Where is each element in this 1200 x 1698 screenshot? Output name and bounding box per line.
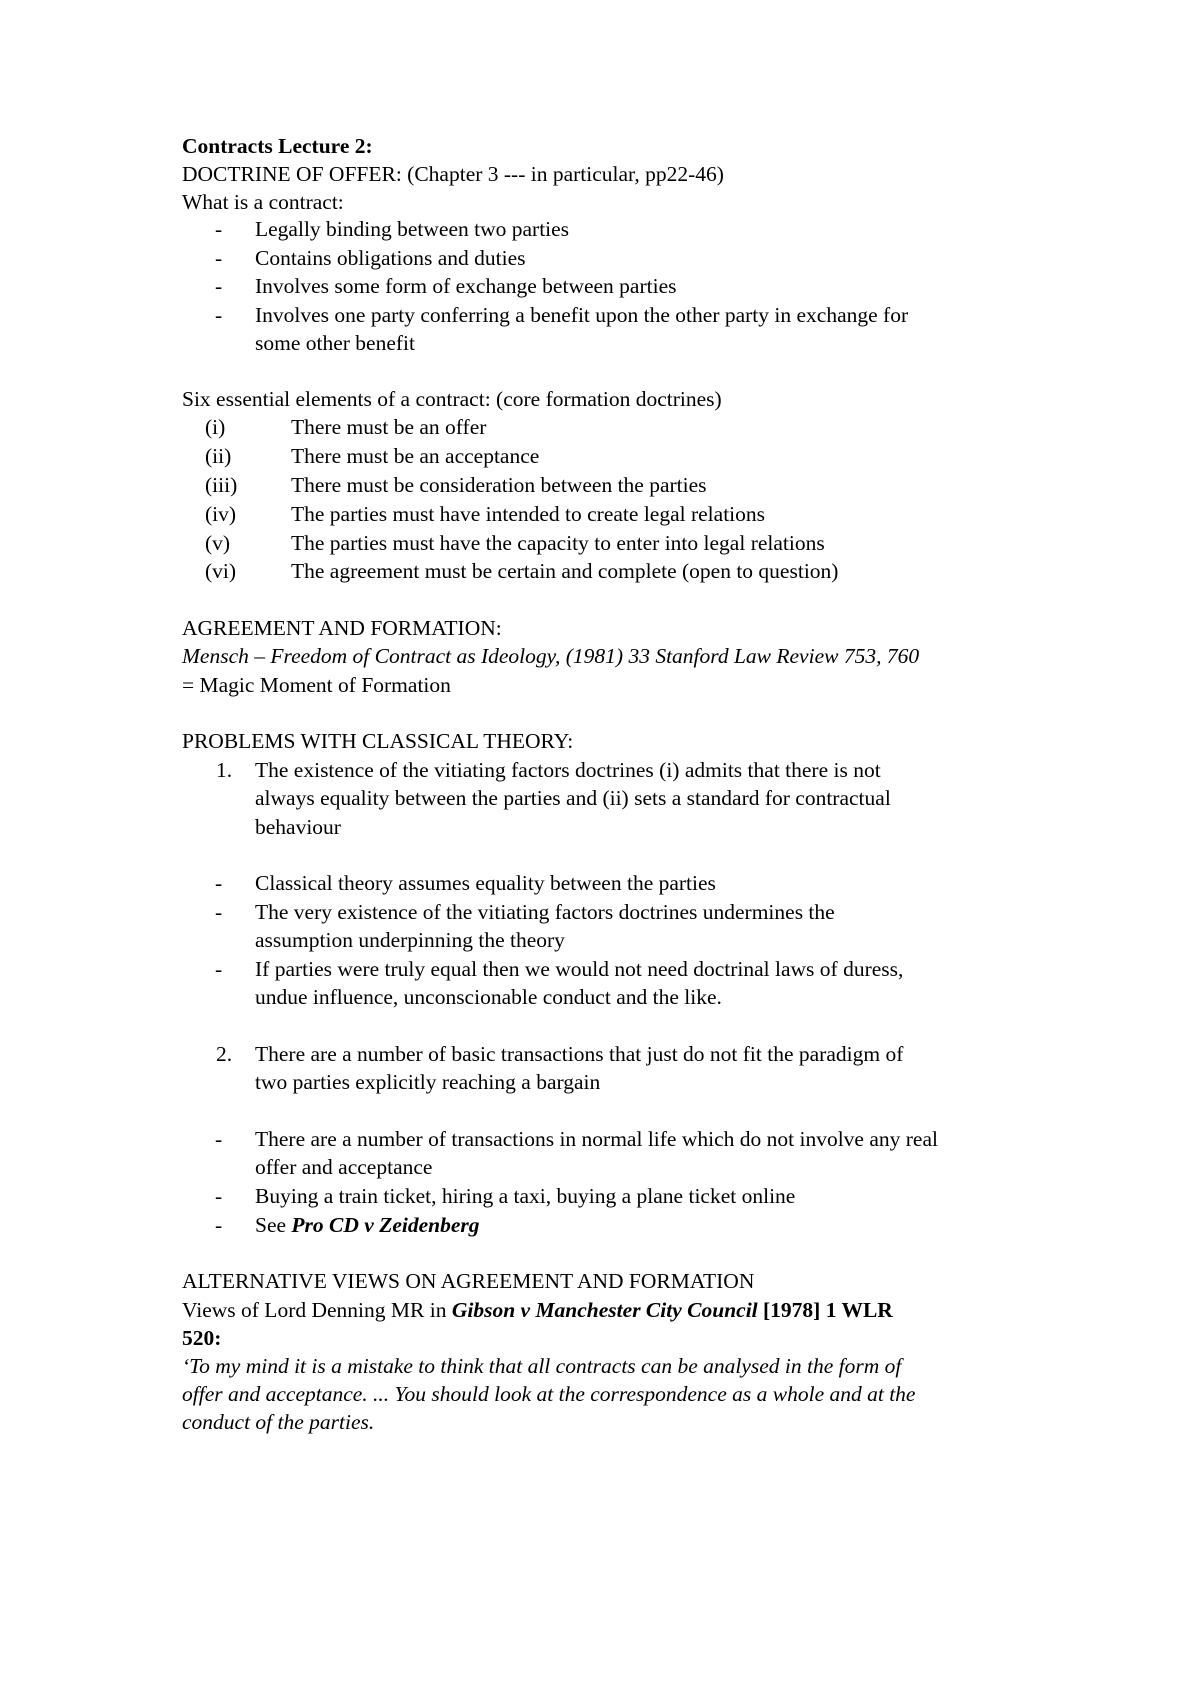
bullet-text: Involves one party conferring a benefit upon the other party in exchange for: [255, 303, 909, 327]
bullet-text: Legally binding between two parties: [255, 217, 570, 241]
element-text: There must be an offer: [291, 415, 487, 439]
point-number: 1.: [216, 758, 233, 782]
bullet-text: If parties were truly equal then we would not need doctrinal laws of duress,: [255, 957, 904, 981]
alternative-heading: ALTERNATIVE VIEWS ON AGREEMENT AND FORMATION: [182, 1269, 755, 1293]
point-text: The existence of the vitiating factors doctrines (i) admits that there is not: [255, 758, 881, 782]
element-number: (v): [205, 531, 231, 555]
bullet-mark: -: [215, 303, 223, 327]
bullet-text: Contains obligations and duties: [255, 246, 526, 270]
bullet-text: Classical theory assumes equality between the parties: [255, 871, 716, 895]
mensch-citation: Mensch – Freedom of Contract as Ideology, (1981) 33 Stanford Law Review 753, 760: [182, 644, 920, 668]
bullet-mark: -: [215, 871, 223, 895]
elements-heading: Six essential elements of a contract: (core formation doctrines): [182, 387, 722, 411]
magic-moment-note: = Magic Moment of Formation: [182, 673, 451, 697]
doctrine-heading: DOCTRINE OF OFFER: (Chapter 3 --- in particular, pp22-46): [182, 162, 724, 186]
element-number: (iv): [205, 502, 237, 526]
case-citation-continued: 520:: [182, 1326, 222, 1350]
bullet-mark: -: [215, 1213, 223, 1237]
what-is-heading: What is a contract:: [182, 190, 344, 214]
point-text: There are a number of basic transactions that just do not fit the paradigm of: [255, 1042, 904, 1066]
element-text: There must be consideration between the parties: [291, 473, 707, 497]
bullet-mark: -: [215, 217, 223, 241]
bullet-text-continued: assumption underpinning the theory: [255, 928, 565, 952]
document-title: Contracts Lecture 2:: [182, 134, 373, 158]
point-text: always equality between the parties and (ii) sets a standard for contractual: [255, 786, 891, 810]
problems-heading: PROBLEMS WITH CLASSICAL THEORY:: [182, 729, 574, 753]
bullet-mark: -: [215, 900, 223, 924]
bullet-mark: -: [215, 1184, 223, 1208]
bullet-text-continued: undue influence, unconscionable conduct and the like.: [255, 985, 722, 1009]
bullet-text: Buying a train ticket, hiring a taxi, buying a plane ticket online: [255, 1184, 796, 1208]
case-name-pro-cd: Pro CD v Zeidenberg: [291, 1213, 480, 1237]
point-number: 2.: [216, 1042, 233, 1066]
element-number: (ii): [205, 444, 232, 468]
element-text: There must be an acceptance: [291, 444, 540, 468]
point-text: two parties explicitly reaching a bargain: [255, 1070, 601, 1094]
bullet-text: There are a number of transactions in normal life which do not involve any real: [255, 1127, 938, 1151]
denning-quote: offer and acceptance. ... You should look at the correspondence as a whole and at the: [182, 1382, 916, 1406]
see-case-line: [255, 1211, 480, 1239]
denning-intro-line: [182, 1296, 893, 1324]
element-number: (i): [205, 415, 226, 439]
bullet-mark: -: [215, 957, 223, 981]
denning-quote: conduct of the parties.: [182, 1410, 375, 1434]
case-citation: [1978] 1 WLR: [757, 1298, 893, 1322]
element-text: The agreement must be certain and complete (open to question): [291, 559, 839, 583]
element-text: The parties must have the capacity to enter into legal relations: [291, 531, 825, 555]
see-prefix: See: [255, 1213, 292, 1237]
case-name-gibson: Gibson v Manchester City Council: [451, 1298, 758, 1322]
element-number: (iii): [205, 473, 238, 497]
bullet-mark: -: [215, 274, 223, 298]
bullet-mark: -: [215, 1127, 223, 1151]
bullet-mark: -: [215, 246, 223, 270]
denning-quote: ‘To my mind it is a mistake to think that all contracts can be analysed in the form of: [182, 1354, 902, 1378]
point-text: behaviour: [255, 815, 341, 839]
bullet-text: Involves some form of exchange between parties: [255, 274, 677, 298]
element-text: The parties must have intended to create legal relations: [291, 502, 766, 526]
bullet-text-continued: some other benefit: [255, 331, 416, 355]
bullet-text-continued: offer and acceptance: [255, 1155, 433, 1179]
bullet-text: The very existence of the vitiating factors doctrines undermines the: [255, 900, 835, 924]
denning-intro: Views of Lord Denning MR in: [182, 1298, 452, 1322]
agreement-heading: AGREEMENT AND FORMATION:: [182, 616, 502, 640]
element-number: (vi): [205, 559, 237, 583]
